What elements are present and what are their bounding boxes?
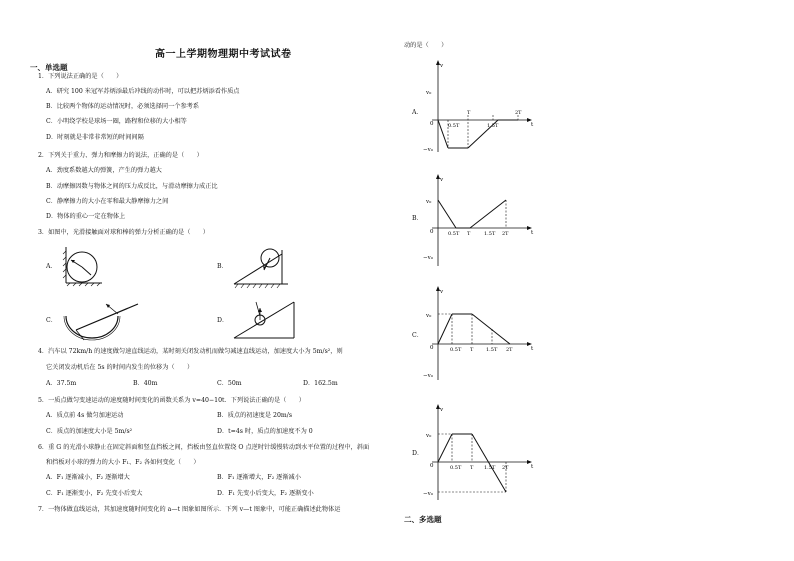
q4-stem-line2: 它关闭发动机后在 5s 的时间内发生的位移为（ ） [46,364,194,371]
q4-option-d: D．162.5m [303,380,338,387]
q3-option-c: C． [46,317,57,324]
q6-stem-line1: 6．重 G 的光滑小球静止在固定斜面和竖直挡板之间，挡板由竖直位置绕 O 点逆时针缓慢转动到水平位置的过程中，斜面 [38,444,370,451]
origin-label: 0 [430,345,434,351]
vt-graph-d [418,402,538,502]
q5-option-d: D．t=4s 时，质点的加速度不为 0 [217,428,313,435]
q3-option-a: A． [46,263,57,270]
axis-t-label: t [531,122,534,128]
q5-option-c: C．质点的加速度大小是 5m/s² [46,428,133,435]
axis-v-label: v [440,289,444,295]
neg-v0-label: −v₀ [423,373,433,379]
origin-label: 0 [430,229,434,235]
q1-option-c: C．小明绕学校是球场一圈，路程和位移的大小相等 [46,118,187,125]
tick-half-t: 0.5T [450,347,462,353]
tick-two-t: 2T [506,347,513,353]
q7-option-a: A． [412,109,423,116]
section-single-choice: 一、单选题 [30,63,68,72]
q6-option-c: C．F₁ 逐渐变小，F₂ 先变小后变大 [46,490,143,497]
q4-option-a: A．37.5m [46,380,77,387]
v0-label: v₀ [426,90,432,96]
q1-option-d: D．时刻就是非常非常短的时间间隔 [46,134,144,141]
q3-option-d: D． [217,317,229,324]
q3-stem: 3．如图中，光滑接触面对球和棒的弹力分析正确的是（ ） [38,229,209,236]
q6-option-b: B．F₁ 逐渐增大，F₂ 逐渐减小 [217,474,301,481]
tick-half-t: 0.5T [450,465,462,471]
tick-two-t: 2T [502,465,509,471]
neg-v0-label: −v₀ [423,147,433,153]
q7-option-d: D． [412,450,424,457]
q2-option-b: B．动摩擦因数与物体之间的压力成反比，与滑动摩擦力成正比 [46,183,218,190]
tick-onehalf-t: 1.5T [487,123,499,129]
origin-label: 0 [430,463,434,469]
q3-figure-b [232,248,290,292]
q2-option-c: C．静摩擦力的大小在零和最大静摩擦力之间 [46,198,169,205]
origin-label: 0 [430,121,434,127]
exam-title: 高一上学期物理期中考试试卷 [155,49,292,60]
axis-t-label: t [531,464,534,470]
q6-option-a: A．F₁ 逐渐减小，F₂ 逐渐增大 [46,474,130,481]
tick-half-t: 0.5T [448,231,460,237]
q7-option-c: C． [412,332,423,339]
neg-v0-label: −v₀ [423,255,433,261]
q5-stem: 5．一质点做匀变速运动的速度随时间变化的函数关系为 v=40−10t．下列说法正确的是（ ） [38,397,305,404]
q7-option-b: B． [412,215,423,222]
section-multiple-choice: 二、多选题 [404,515,442,524]
v0-label: v₀ [426,199,432,205]
q7-stem-line1: 7．一物体做直线运动，其加速度随时间变化的 a—t 图象如图所示．下列 v—t 图象中，可能正确描述此物体运 [38,506,341,513]
q2-option-d: D．物体的重心一定在物体上 [46,213,126,220]
q5-option-b: B．质点的初速度是 20m/s [217,412,293,419]
q1-stem: 1．下列说法正确的是（ ） [38,73,123,80]
tick-onehalf-t: 1.5T [484,231,496,237]
q2-stem: 2．下列关于重力、弹力和摩擦力的说法，正确的是（ ） [38,152,203,159]
q4-option-b: B．40m [133,380,158,387]
q6-option-d: D．F₁ 先变小后变大，F₂ 逐渐变小 [217,490,314,497]
tick-onehalf-t: 1.5T [484,465,496,471]
q6-stem-line2: 和挡板对小球的弹力的大小 F₁、F₂ 各如何变化（ ） [46,459,200,466]
tick-t: T [470,465,474,471]
q2-option-a: A．劲度系数越大的弹簧，产生的弹力越大 [46,167,162,174]
q3-figure-a [62,245,104,287]
vt-graph-a [418,58,538,156]
q4-option-c: C．50m [217,380,242,387]
axis-v-label: v [440,407,444,413]
axis-v-label: v [440,177,444,183]
q1-option-a: A．研究 100 米冠军苏炳添最后冲线的动作时，可以把苏炳添看作质点 [46,88,240,95]
q1-option-b: B．比较两个物体的运动情况时，必须选择同一个参考系 [46,103,200,110]
vt-graph-c [418,284,538,384]
q3-figure-c [62,300,142,342]
vt-graph-b [418,172,538,270]
tick-half-t: 0.5T [448,123,460,129]
axis-v-label: v [440,63,444,69]
tick-onehalf-t: 1.5T [486,347,498,353]
tick-t: T [470,347,474,353]
tick-t: T [467,110,471,116]
v0-label: v₀ [426,433,432,439]
axis-t-label: t [531,346,534,352]
tick-two-t: 2T [502,231,509,237]
q7-stem-line2: 动的是（ ） [404,42,448,49]
q4-stem-line1: 4．汽车以 72km/h 的速度做匀速直线运动，某时刻关闭发动机而做匀减速直线运动，加速度大小为 5m/s²，则 [38,348,343,355]
v0-label: v₀ [426,313,432,319]
tick-two-t: 2T [515,110,522,116]
q3-figure-d [232,298,298,342]
axis-t-label: t [531,230,534,236]
neg-v0-label: −v₀ [423,491,433,497]
q3-option-b: B． [217,263,228,270]
tick-t: T [467,231,471,237]
q5-option-a: A．质点前 4s 做匀加速运动 [46,412,124,419]
